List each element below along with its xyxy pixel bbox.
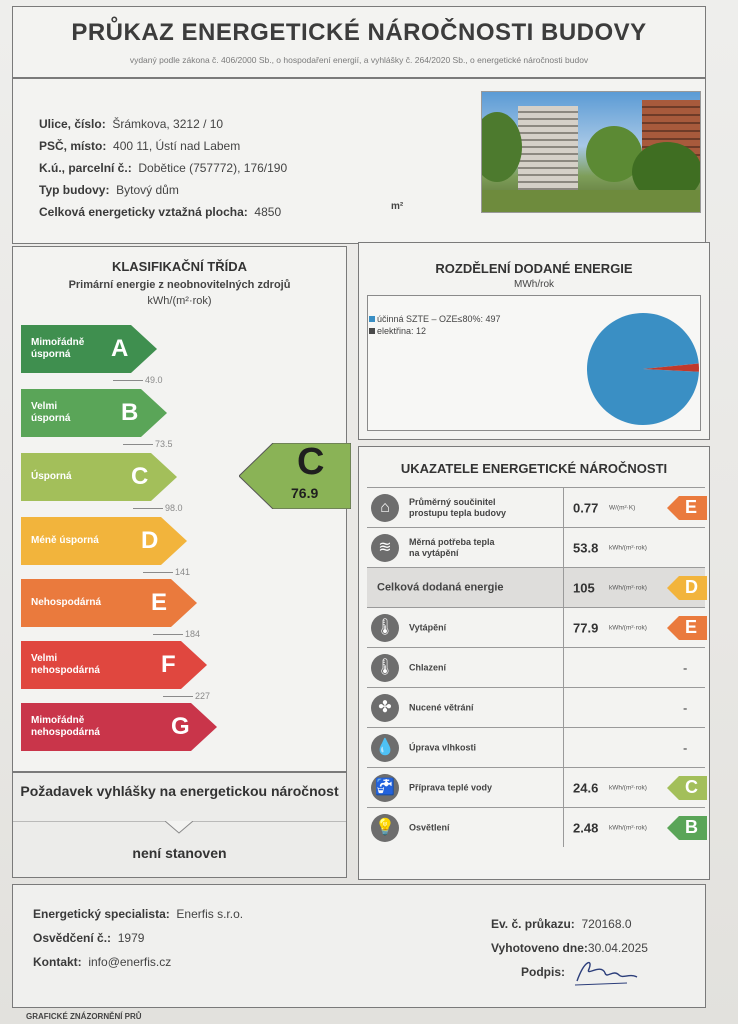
class-threshold: 98.0 bbox=[133, 503, 183, 513]
legend-label-elektrina: elektřina: 12 bbox=[377, 326, 427, 336]
class-band-label: Velmi nehospodárná bbox=[31, 653, 100, 676]
class-band-label: Nehospodárná bbox=[31, 597, 102, 608]
requirement-divider bbox=[13, 821, 346, 835]
class-band-d bbox=[21, 517, 187, 565]
psc-value: 400 11, Ústí nad Labem bbox=[113, 139, 241, 153]
indicator-name: Osvětlení bbox=[409, 822, 450, 832]
issue-date-row bbox=[491, 941, 648, 955]
indicator-class-badge bbox=[667, 576, 707, 600]
indicator-divider bbox=[563, 728, 564, 767]
requirement-title: Požadavek vyhlášky na energetickou náročnost bbox=[20, 783, 339, 799]
classification-subtitle: Primární energie z neobnovitelných zdrojů bbox=[68, 279, 291, 291]
class-band-g bbox=[21, 703, 217, 751]
distribution-pie bbox=[583, 309, 703, 429]
legend-item-szte bbox=[369, 313, 501, 325]
indicator-divider bbox=[563, 488, 564, 527]
indicator-unit: kWh/(m²·rok) bbox=[609, 784, 647, 791]
specialist-row bbox=[33, 907, 243, 921]
indicator-unit: W/(m²·K) bbox=[609, 504, 636, 511]
classification-panel bbox=[12, 246, 347, 772]
light-bulb-icon: 💡 bbox=[371, 814, 399, 842]
tap-icon: 🚰 bbox=[371, 774, 399, 802]
indicator-class-letter: B bbox=[685, 817, 698, 837]
document-title: PRŮKAZ ENERGETICKÉ NÁROČNOSTI BUDOVY bbox=[71, 19, 647, 46]
tree-left bbox=[481, 112, 522, 182]
indicator-class-badge bbox=[667, 816, 707, 840]
class-band-label: Úsporná bbox=[31, 471, 72, 482]
requirement-panel bbox=[12, 772, 347, 878]
tower-block bbox=[518, 106, 578, 194]
header-panel bbox=[12, 6, 706, 78]
distribution-title: ROZDĚLENÍ DODANÉ ENERGIE bbox=[435, 261, 633, 276]
thermometer-icon: 🌡 bbox=[371, 654, 399, 682]
class-band-letter: C bbox=[131, 463, 149, 490]
indicator-value: 0.77 bbox=[573, 500, 599, 515]
certificate-value: 1979 bbox=[117, 931, 145, 945]
issue-date-label: Vyhotoveno dne: bbox=[491, 941, 588, 955]
class-threshold: 141 bbox=[143, 567, 190, 577]
indicator-divider bbox=[563, 768, 564, 807]
contact-label: Kontakt: bbox=[33, 955, 82, 969]
psc-label: PSČ, místo: bbox=[39, 139, 107, 153]
indicator-unit: kWh/(m²·rok) bbox=[609, 624, 647, 631]
indicator-name: Nucené větrání bbox=[409, 702, 474, 712]
street-label: Ulice, číslo: bbox=[39, 117, 106, 131]
class-band-e bbox=[21, 579, 197, 627]
indicator-divider bbox=[563, 808, 564, 847]
indicator-row bbox=[367, 607, 705, 647]
indicator-name: Úprava vlhkosti bbox=[409, 742, 477, 752]
indicator-class-badge bbox=[667, 776, 707, 800]
ev-number-label: Ev. č. průkazu: bbox=[491, 917, 575, 931]
class-band-label: Méně úsporná bbox=[31, 535, 99, 546]
class-threshold: 73.5 bbox=[123, 439, 173, 449]
indicator-unit: kWh/(m²·rok) bbox=[609, 824, 647, 831]
indicator-row bbox=[367, 567, 705, 607]
street-value: Šrámkova, 3212 / 10 bbox=[112, 117, 224, 131]
house-icon: ⌂ bbox=[371, 494, 399, 522]
indicator-class-letter: D bbox=[685, 577, 698, 597]
type-label: Typ budovy: bbox=[39, 183, 110, 197]
distribution-unit: MWh/rok bbox=[514, 279, 554, 290]
psc-row bbox=[39, 139, 240, 153]
requirement-value: není stanoven bbox=[132, 845, 227, 861]
indicator-value: 2.48 bbox=[573, 820, 599, 835]
area-row bbox=[39, 201, 404, 219]
class-band-letter: F bbox=[161, 651, 176, 678]
indicator-class-badge bbox=[667, 496, 707, 520]
indicator-value: 53.8 bbox=[573, 540, 599, 555]
legend-swatch-szte bbox=[369, 316, 375, 322]
heat-waves-icon: ≋ bbox=[371, 534, 399, 562]
indicator-name: Chlazení bbox=[409, 662, 447, 672]
indicator-unit: kWh/(m²·rok) bbox=[609, 584, 647, 591]
class-band-label: Mimořádně nehospodárná bbox=[31, 715, 100, 738]
area-label: Celková energeticky vztažná plocha: bbox=[39, 205, 248, 219]
indicator-name: Vytápění bbox=[409, 622, 447, 632]
class-band-a bbox=[21, 325, 157, 373]
class-threshold: 184 bbox=[153, 629, 200, 639]
indicator-empty-value: - bbox=[683, 700, 688, 715]
indicator-row bbox=[367, 807, 705, 847]
indicator-empty-value: - bbox=[683, 740, 688, 755]
indicator-divider bbox=[563, 648, 564, 687]
indicator-row bbox=[367, 687, 705, 727]
area-value: 4850 bbox=[254, 205, 282, 219]
area-unit: m² bbox=[391, 201, 404, 212]
indicator-name: Celková dodaná energie bbox=[377, 581, 504, 593]
class-band-letter: D bbox=[141, 527, 159, 554]
indicator-class-badge bbox=[667, 616, 707, 640]
indicator-row bbox=[367, 647, 705, 687]
classification-unit: kWh/(m²·rok) bbox=[147, 295, 212, 307]
distribution-legend bbox=[369, 313, 501, 337]
signature-row bbox=[521, 965, 565, 979]
ku-value: Dobětice (757772), 176/190 bbox=[138, 161, 288, 175]
thermometer-plus-icon: 🌡 bbox=[371, 614, 399, 642]
indicator-class-letter: C bbox=[685, 777, 698, 797]
street-row bbox=[39, 117, 223, 131]
ku-label: K.ú., parcelní č.: bbox=[39, 161, 132, 175]
legend-swatch-elektrina bbox=[369, 328, 375, 334]
bottom-cutoff-text: GRAFICKÉ ZNÁZORNĚNÍ PRŮ bbox=[26, 1012, 142, 1021]
certificate-label: Osvědčení č.: bbox=[33, 931, 112, 945]
indicator-name: Příprava teplé vody bbox=[409, 782, 493, 792]
class-band-label: Velmi úsporná bbox=[31, 401, 71, 424]
indicator-row bbox=[367, 767, 705, 807]
class-band-c bbox=[21, 453, 177, 501]
indicator-class-letter: E bbox=[685, 497, 698, 517]
indicator-divider bbox=[563, 608, 564, 647]
indicator-name: Průměrný součinitel prostupu tepla budovy bbox=[409, 496, 507, 518]
building-photo bbox=[481, 91, 701, 213]
class-marker-value: 76.9 bbox=[291, 485, 319, 501]
class-threshold: 49.0 bbox=[113, 375, 163, 385]
specialist-value: Enerfis s.r.o. bbox=[176, 907, 244, 921]
building-info-panel bbox=[12, 78, 706, 244]
signature-label: Podpis: bbox=[521, 965, 565, 979]
contact-value: info@enerfis.cz bbox=[88, 955, 172, 969]
issue-date-value: 30.04.2025 bbox=[587, 941, 648, 955]
specialist-label: Energetický specialista: bbox=[33, 907, 170, 921]
indicator-value: 24.6 bbox=[573, 780, 599, 795]
indicator-unit: kWh/(m²·rok) bbox=[609, 544, 647, 551]
contact-row bbox=[33, 955, 171, 969]
classification-title: KLASIFIKAČNÍ TŘÍDA bbox=[111, 259, 248, 274]
indicator-empty-value: - bbox=[683, 660, 688, 675]
legend-label-szte: účinná SZTE – OZE≤80%: 497 bbox=[377, 314, 501, 324]
indicator-divider bbox=[563, 688, 564, 727]
class-marker-letter: C bbox=[297, 441, 325, 483]
class-threshold: 227 bbox=[163, 691, 210, 701]
class-marker bbox=[239, 443, 351, 509]
specialist-panel bbox=[12, 884, 706, 1008]
class-band-b bbox=[21, 389, 167, 437]
class-band-letter: G bbox=[171, 713, 190, 740]
indicator-class-letter: E bbox=[685, 617, 698, 637]
signature-mark bbox=[571, 955, 641, 987]
indicator-name: Měrná potřeba tepla na vytápění bbox=[409, 536, 495, 558]
indicator-divider bbox=[563, 528, 564, 567]
indicators-panel bbox=[358, 446, 710, 880]
type-value: Bytový dům bbox=[116, 183, 179, 197]
certificate-row bbox=[33, 931, 144, 945]
class-band-f bbox=[21, 641, 207, 689]
indicator-value: 105 bbox=[573, 580, 595, 595]
humidity-icon: 💧 bbox=[371, 734, 399, 762]
class-band-letter: A bbox=[111, 335, 129, 362]
indicator-row bbox=[367, 527, 705, 567]
ev-number-value: 720168.0 bbox=[581, 917, 632, 931]
indicator-row bbox=[367, 727, 705, 767]
lawn bbox=[482, 190, 700, 212]
indicator-value: 77.9 bbox=[573, 620, 599, 635]
indicator-row bbox=[367, 487, 705, 527]
indicator-divider bbox=[563, 568, 564, 607]
energy-distribution-panel bbox=[358, 242, 710, 440]
class-band-label: Mimořádně úsporná bbox=[31, 337, 85, 360]
fan-icon: ✤ bbox=[371, 694, 399, 722]
document-subtitle: vydaný podle zákona č. 406/2000 Sb., o hospodaření energií, a vyhlášky č. 264/2020 Sb., o energetické náročnosti budov bbox=[129, 55, 589, 65]
ku-row bbox=[39, 161, 287, 175]
ev-number-row bbox=[491, 917, 632, 931]
class-band-letter: B bbox=[121, 399, 139, 426]
indicators-title: UKAZATELE ENERGETICKÉ NÁROČNOSTI bbox=[400, 461, 668, 476]
legend-item-elektrina bbox=[369, 325, 501, 337]
class-band-letter: E bbox=[151, 589, 168, 616]
type-row bbox=[39, 183, 179, 197]
